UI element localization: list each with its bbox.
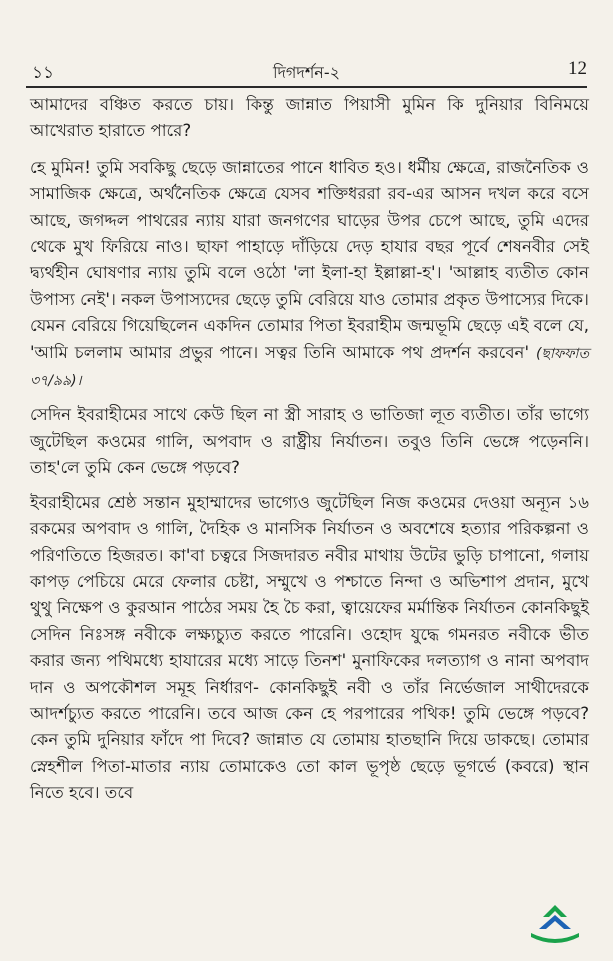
paragraph-1-text: আমাদের বঞ্চিত করতে চায়। কিন্তু জান্নাত পিয়াসী মুমিন কি দুনিয়ার বিনিময়ে আখেরাত হারাতে পারে? <box>30 95 589 141</box>
paragraph-3 <box>30 402 589 481</box>
quran-reference: (ছাফফাত ৩৭/৯৯)। <box>30 345 589 390</box>
paragraph-4 <box>30 490 589 807</box>
paragraph-1 <box>30 92 589 145</box>
paragraph-2-text: হে মুমিন! তুমি সবকিছু ছেড়ে জান্নাতের পানে ধাবিত হও। ধর্মীয় ক্ষেত্রে, রাজনৈতিক ও সামাজিক ক্ষেত্রে, অর্থনৈতিক ক্ষেত্রে যেসব শক্তিধররা রব-এর আসন দখল করে বসে আছে, জগদ্দল পাথরের ন্যায় যারা জনগণের ঘাড়ের উপর চেপে আছে, তুমি এদের থেকে মুখ ফিরিয়ে নাও। ছাফা পাহাড়ে দাঁড়িয়ে দেড় হাযার বছর পূর্বে শেষনবীর সেই দ্ব্যর্থহীন ঘোষণার ন্যায় তুমি বলে ওঠো 'লা ইলা-হা ইল্লাল্লা-হ'। 'আল্লাহ ব্যতীত কোন উপাস্য নেই'। নকল উপাস্যদের ছেড়ে তুমি বেরিয়ে যাও তোমার প্রকৃত উপাস্যের দিকে। যেমন বেরিয়ে গিয়েছিলেন একদিন তোমার পিতা ইবরাহীম জন্মভূমি ছেড়ে এই বলে যে, 'আমি চললাম আমার প্রভুর পানে। সত্বর তিনি আমাকে পথ প্রদর্শন করবেন' <box>30 157 589 362</box>
paragraph-2 <box>30 155 589 395</box>
publisher-logo-icon <box>525 903 585 947</box>
page-header <box>26 56 587 84</box>
page-number: 12 <box>568 58 587 79</box>
running-title: দিগদর্শন-২ <box>272 63 341 82</box>
header-divider <box>26 86 587 88</box>
page-number-bengali: ১১ <box>32 63 55 83</box>
paragraph-3-text: সেদিন ইবরাহীমের সাথে কেউ ছিল না স্ত্রী সারাহ ও ভাতিজা লূত ব্যতীত। তাঁর ভাগ্যে জুটেছিল কওমের গালি, অপবাদ ও রাষ্ট্রীয় নির্যাতন। তবুও তিনি ভেঙ্গে পড়েননি। তাহ'লে তুমি কেন ভেঙ্গে পড়বে? <box>30 405 589 478</box>
paragraph-4-text: ইবরাহীমের শ্রেষ্ঠ সন্তান মুহাম্মাদের ভাগ্যেও জুটেছিল নিজ কওমের দেওয়া অন্যূন ১৬ রকমের অপবাদ ও গালি, দৈহিক ও মানসিক নির্যাতন ও অবশেষে হত্যার পরিকল্পনা ও পরিণতিতে হিজরত। কা'বা চত্বরে সিজদারত নবীর মাথায় উটের ভুড়ি চাপানো, গলায় কাপড় পেচিয়ে মেরে ফেলার চেষ্টা, সম্মুখে ও পশ্চাতে নিন্দা ও অভিশাপ প্রদান, মুখে থুথু নিক্ষেপ ও কুরআন পাঠের সময় হৈ চৈ করা, ত্বায়েফের মর্মান্তিক নির্যাতন কোনকিছুই সেদিন নিঃসঙ্গ নবীকে লক্ষ্যচ্যুত করতে পারেনি। ওহোদ যুদ্ধে গমনরত নবীকে ভীত করার জন্য পথিমধ্যে হাযারের মধ্যে সাড়ে তিনশ' মুনাফিকের দলত্যাগ ও নানা অপবাদ দান ও অপকৌশল সমূহ নির্ধারণ- কোনকিছুই নবী ও তাঁর নির্ভেজাল সাথীদেরকে আদর্শচ্যুত করতে পারেনি। তবে আজ কেন হে পরপারের পথিক! তুমি ভেঙ্গে পড়বে? কেন তুমি দুনিয়ার ফাঁদে পা দিবে? জান্নাত যে তোমায় হাতছানি দিয়ে ডাকছে। তোমার স্নেহশীল পিতা-মাতার ন্যায় তোমাকেও তো কাল ভূপৃষ্ঠ ছেড়ে ভূগর্ভে (কবরে) স্থান নিতে হবে। তবে <box>30 492 589 803</box>
page-body <box>30 92 589 815</box>
